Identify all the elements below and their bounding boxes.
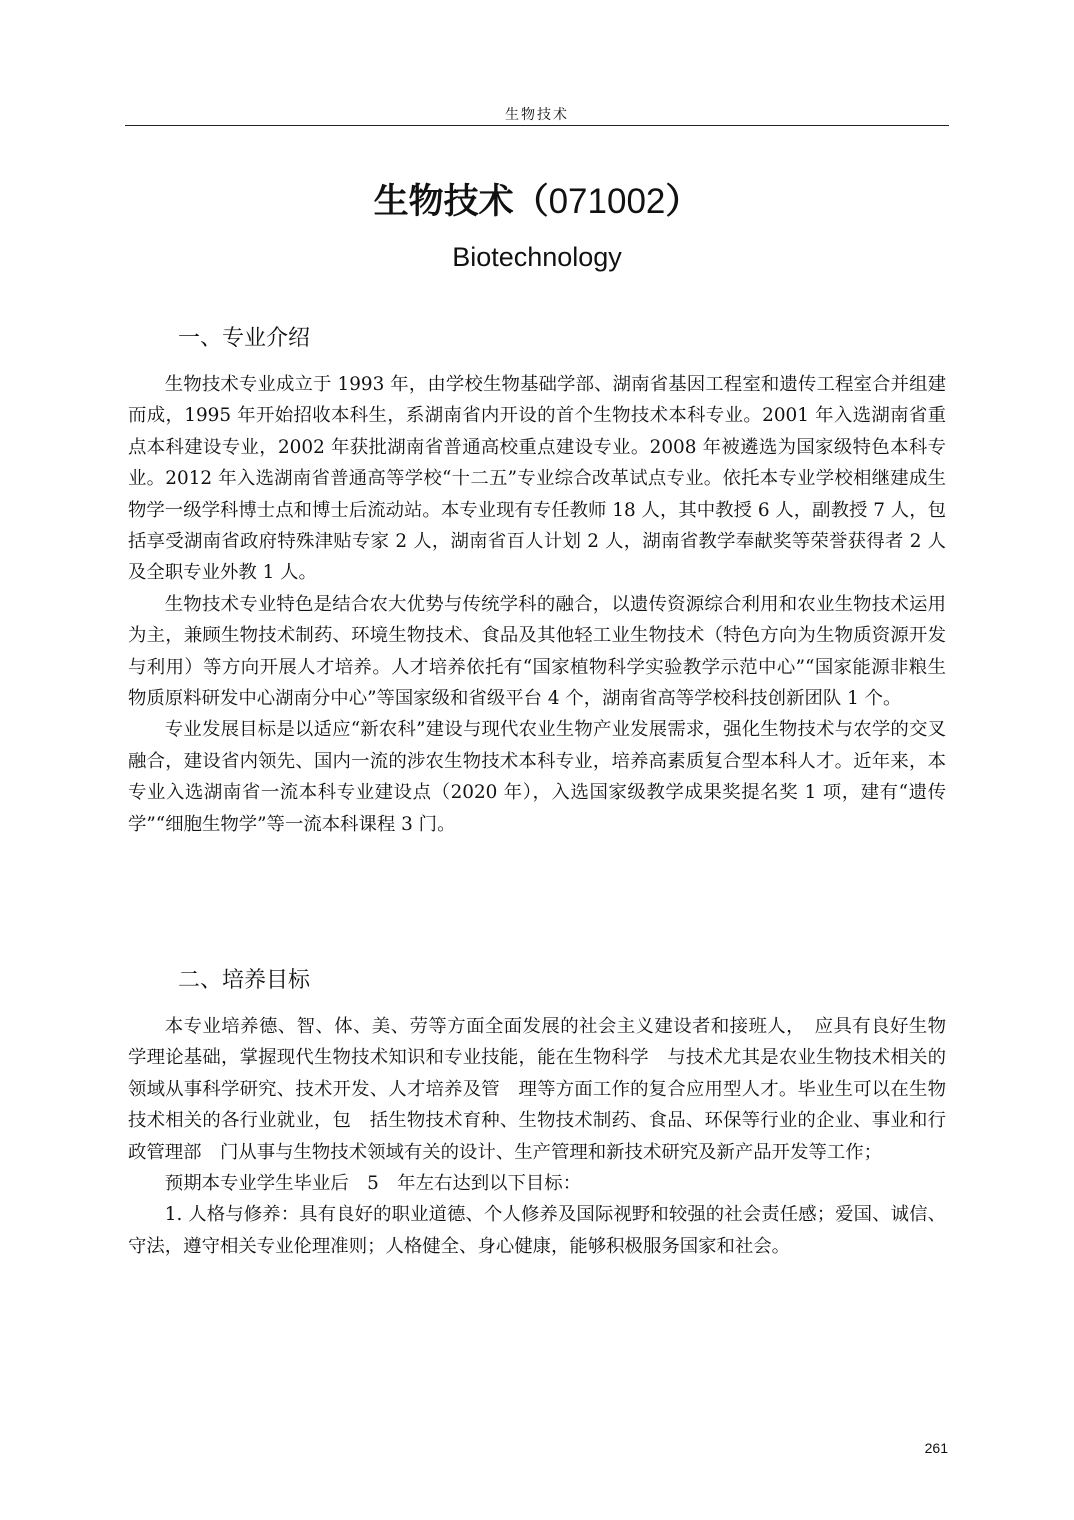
paragraph: 预期本专业学生毕业后 5 年左右达到以下目标： bbox=[164, 1173, 582, 1195]
section-heading-introduction: 一、专业介绍 bbox=[178, 326, 311, 351]
paragraph: 生物技术专业成立于 1993 年，由学校生物基础学部、湖南省基因工程室和遗传工程室合并组建而成，1995 年开始招收本科生，系湖南省内开设的首个生物技术本科专业。2001 年入选湖南省重点本科建设专业，2002 年获批湖南省普通高校重点建设专业。2008 年被遴选为国家级特色本科专业。2012 年入选湖南省普通高等学校“十二五”专业综合改革试点专业。依托本专业学校相继建成生物学一级学科博士点和博士后流动站。本专业现有专任教师 18 人，其中教授 6 人，副教授 7 人，包括享受湖南省政府特殊津贴专家 2 人，湖南省百人计划 2 人，湖南省教学奉献奖等荣誉获得者 2 人及全职专业外教 1 人。 bbox=[128, 374, 946, 584]
program-code: 071002 bbox=[548, 182, 666, 221]
page-title bbox=[125, 176, 949, 228]
section-heading-training-goals: 二、培养目标 bbox=[178, 968, 311, 993]
section-introduction-body bbox=[128, 369, 946, 840]
paragraph: 生物技术专业特色是结合农大优势与传统学科的融合，以遗传资源综合利用和农业生物技术运用为主，兼顾生物技术制药、环境生物技术、食品及其他轻工业生物技术（特色方向为生物质资源开发与利用）等方向开展人才培养。人才培养依托有“国家植物科学实验教学示范中心”“国家能源非粮生物质原料研发中心湖南分中心”等国家级和省级平台 4 个，湖南省高等学校科技创新团队 1 个。 bbox=[128, 593, 946, 710]
section-training-goals-body bbox=[128, 1011, 946, 1262]
title-chinese-prefix: 生物技术（ bbox=[373, 182, 549, 222]
paragraph: 1. 人格与修养：具有良好的职业道德、个人修养及国际视野和较强的社会责任感；爱国、诚信、守法，遵守相关专业伦理准则；人格健全、身心健康，能够积极服务国家和社会。 bbox=[128, 1204, 946, 1257]
title-chinese-suffix: ） bbox=[665, 182, 701, 222]
running-header: 生物技术 bbox=[505, 107, 569, 123]
paragraph: 专业发展目标是以适应“新农科”建设与现代农业生物产业发展需求，强化生物技术与农学的交叉融合，建设省内领先、国内一流的涉农生物技术本科专业，培养高素质复合型本科人才。近年来，本专业入选湖南省一流本科专业建设点（2020 年），入选国家级教学成果奖提名奖 1 项，建有“遗传学”“细胞生物学”等一流本科课程 3 门。 bbox=[128, 719, 946, 835]
page-number: 261 bbox=[924, 1440, 948, 1456]
page-subtitle-english: Biotechnology bbox=[452, 242, 622, 272]
header-divider bbox=[125, 125, 949, 126]
paragraph: 本专业培养德、智、体、美、劳等方面全面发展的社会主义建设者和接班人， 应具有良好生物学理论基础，掌握现代生物技术知识和专业技能，能在生物科学 与技术尤其是农业生物技术相关的领域从事科学研究、技术开发、人才培养及管 理等方面工作的复合应用型人才。毕业生可以在生物技术相关的各行业就业，包 括生物技术育种、生物技术制药、食品、环保等行业的企业、事业和行政管理部 门从事与生物技术领域有关的设计、生产管理和新技术研究及新产品开发等工作； bbox=[128, 1016, 946, 1163]
